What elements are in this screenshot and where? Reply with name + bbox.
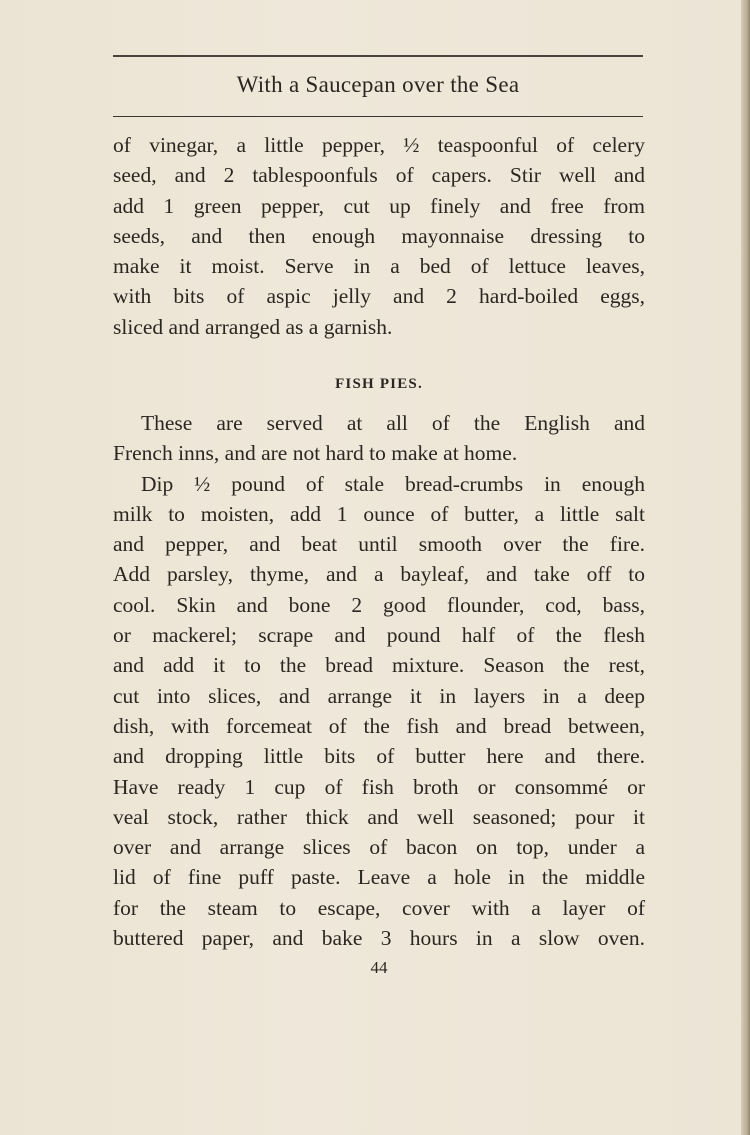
running-head: With a Saucepan over the Sea <box>236 72 520 97</box>
top-rule <box>113 55 643 57</box>
text-line: veal stock, rather thick and well seasoned; pour it <box>113 804 645 829</box>
text-line: cut into slices, and arrange it in layers in a deep <box>113 683 645 708</box>
paragraph-continued <box>113 130 645 342</box>
text-line: and dropping little bits of butter here and there. <box>113 744 645 769</box>
text-line: Add parsley, thyme, and a bayleaf, and take off to <box>113 562 645 587</box>
text-line: These are served at all of the English and <box>141 411 645 435</box>
text-line: sliced and arranged as a garnish. <box>113 314 393 339</box>
text-line: French inns, and are not hard to make at home. <box>113 441 518 466</box>
recipe-body <box>113 408 645 953</box>
text-line: Have ready 1 cup of fish broth or consommé or <box>113 774 645 799</box>
text-line: or mackerel; scrape and pound half of the flesh <box>113 623 645 648</box>
section-heading: FISH PIES. <box>335 376 423 392</box>
page-edge <box>741 0 750 1135</box>
text-line: cool. Skin and bone 2 good flounder, cod, bass, <box>113 592 645 617</box>
text-line: seed, and 2 tablespoonfuls of capers. Stir well and <box>113 163 645 188</box>
text-line: add 1 green pepper, cut up finely and free from <box>113 193 645 218</box>
text-line: with bits of aspic jelly and 2 hard-boiled eggs, <box>113 284 645 309</box>
text-line: buttered paper, and bake 3 hours in a slow oven. <box>113 926 645 951</box>
header-rule <box>113 116 643 117</box>
text-line: for the steam to escape, cover with a layer of <box>113 895 645 920</box>
text-line: over and arrange slices of bacon on top, under a <box>113 835 645 860</box>
page-number: 44 <box>370 958 388 977</box>
text-line: make it moist. Serve in a bed of lettuce leaves, <box>113 254 645 279</box>
text-line: lid of fine puff paste. Leave a hole in the middle <box>113 865 645 890</box>
text-line: of vinegar, a little pepper, ½ teaspoonful of celery <box>113 133 645 157</box>
text-line: and pepper, and beat until smooth over the fire. <box>113 532 645 557</box>
text-line: Dip ½ pound of stale bread-crumbs in enough <box>141 471 645 496</box>
text-line: and add it to the bread mixture. Season the rest, <box>113 653 645 678</box>
text-line: milk to moisten, add 1 ounce of butter, a little salt <box>113 501 645 526</box>
text-line: seeds, and then enough mayonnaise dressing to <box>113 223 645 248</box>
text-line: dish, with forcemeat of the fish and bread between, <box>113 713 645 738</box>
